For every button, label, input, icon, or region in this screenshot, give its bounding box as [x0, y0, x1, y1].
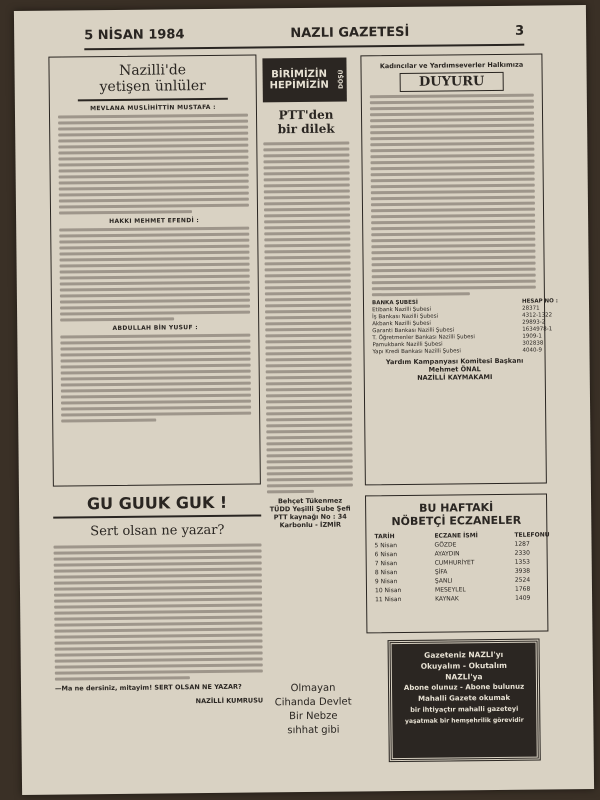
quote-line-4: sıhhat gibi — [287, 724, 340, 737]
pharmacy-name: MESEYLEL — [434, 586, 466, 594]
pharmacy-name: GÖZDE — [434, 541, 457, 549]
subscription-ad — [389, 640, 540, 762]
bank-no: 1634978-1 — [522, 326, 553, 333]
pharmacy-phone: 2524 — [514, 576, 531, 584]
pharmacy-title-1: BU HAFTAKİ — [418, 501, 494, 515]
divider — [78, 98, 228, 102]
table-row — [375, 568, 539, 577]
pharmacy-name: ŞİFA — [434, 568, 448, 576]
banner-line-1: BİRİMİZİN — [271, 68, 328, 81]
ptt-title-line2: bir dilek — [277, 121, 335, 137]
article-title-line1: Nazilli'de — [118, 62, 187, 79]
article-title — [57, 62, 247, 96]
pharmacy-phone: 1409 — [515, 594, 531, 602]
ptt-title — [263, 108, 349, 137]
article-famous-people — [48, 54, 260, 486]
pharmacy-name: AYAYDIN — [434, 550, 460, 558]
ptt-signature-3: PTT kaynağı No : 34 — [273, 512, 347, 522]
quote-line-2: Cihanda Devlet — [274, 696, 352, 709]
bank-name: T. Öğretmenler Bankası Nazilli Şubesi — [372, 334, 475, 342]
section-author-2: HAKKI MEHMET EFENDİ : — [109, 217, 200, 226]
pharmacy-name: ŞANLI — [434, 577, 453, 585]
duyuru-signature-1: Yardım Kampanyası Komitesi Başkanı — [385, 356, 524, 367]
pharmacy-phone: 2330 — [514, 549, 530, 557]
ptt-signature — [267, 496, 353, 529]
bank-header-left: BANKA ŞUBESİ — [371, 299, 418, 307]
ad-line-3: NAZLI'ya — [445, 672, 483, 682]
bank-no: 4040-9 — [522, 347, 543, 354]
bank-no: 29893-2 — [522, 319, 546, 326]
bank-list — [372, 305, 553, 356]
pharmacy-date: 7 Nisan — [374, 560, 398, 568]
pharmacy-phone: 1353 — [514, 558, 531, 566]
table-row — [375, 577, 539, 586]
ptt-body — [263, 142, 353, 494]
pharmacy-header — [374, 531, 550, 541]
ad-line-5: Mahalli Gazete okumak — [418, 693, 511, 703]
bank-name: Etibank Nazilli Şubesi — [372, 306, 432, 314]
ad-line-7: yaşatmak bir hemşehrilik görevidir — [404, 716, 524, 725]
pharmacy-phone: 1768 — [514, 585, 531, 593]
duyuru-body — [370, 94, 536, 297]
bank-name: Akbank Nazilli Şubesi — [372, 320, 431, 328]
quote-line-3: Bir Nebze — [289, 710, 338, 723]
pharmacy-date: 5 Nisan — [374, 542, 398, 550]
pharmacy-header-phone: TELEFONU — [514, 531, 550, 539]
guk-subtitle: Sert olsan ne yazar? — [90, 522, 225, 540]
article-body-2 — [59, 227, 250, 322]
duyuru-org: Kadıncılar ve Yardımseverler Halkımıza — [379, 60, 524, 71]
pharmacy-phone: 3938 — [514, 567, 531, 575]
table-row — [374, 541, 538, 550]
bank-row — [372, 347, 543, 356]
quote-line-1: Olmayan — [290, 682, 336, 695]
guk-title: GU GUUK GUK ! — [53, 492, 261, 518]
bank-name: Garanti Bankası Nazilli Şubesi — [372, 327, 455, 335]
banner-birimizin — [262, 58, 346, 103]
guk-byline: NAZİLLİ KUMRUSU — [195, 696, 264, 706]
article-title-line2: yetişen ünlüler — [99, 78, 206, 96]
banner-line-2: HEPİMİZİN — [269, 79, 329, 92]
guk-body — [54, 543, 263, 680]
issue-date: 5 NİSAN 1984 — [84, 26, 185, 43]
table-row — [375, 559, 539, 568]
pharmacy-header-date: TARİH — [374, 533, 395, 541]
ptt-title-line1: PTT'den — [278, 107, 334, 123]
bank-no: 4312-1322 — [522, 312, 553, 319]
pharmacy-title — [374, 501, 538, 529]
ad-line-1: Gazeteniz NAZLI'yı — [424, 649, 504, 660]
ad-line-6: bir ihtiyaçtır mahalli gazeteyi — [410, 704, 519, 714]
section-author-1: MEVLANA MUSLİHİTTİN MUSTAFA : — [90, 103, 216, 113]
newspaper-name: NAZLI GAZETESİ — [290, 24, 410, 41]
bank-no: 302838 — [522, 340, 544, 347]
pharmacy-header-name: ECZANE İSMİ — [434, 532, 478, 540]
pharmacy-box — [365, 493, 548, 633]
ad-line-2: Okuyalım - Okutalım — [420, 660, 507, 671]
pharmacy-name: KAYNAK — [435, 595, 459, 603]
banner-side: DÖŞÜ — [337, 69, 345, 90]
table-row — [375, 586, 539, 595]
article-ptt — [263, 108, 355, 669]
page-number: 3 — [515, 23, 525, 39]
duyuru-signature-3: NAZİLLİ KAYMAKAMI — [417, 373, 493, 382]
duyuru-signature-2: Mehmet ÖNAL — [428, 365, 481, 374]
announcement-duyuru — [360, 53, 558, 485]
pharmacy-date: 9 Nisan — [374, 578, 398, 586]
article-body-3 — [60, 334, 251, 423]
ad-line-4: Abone olunuz - Abone bulunuz — [403, 682, 525, 692]
pharmacy-date: 10 Nisan — [374, 586, 402, 595]
page-header — [84, 18, 524, 51]
pharmacy-date: 6 Nisan — [374, 551, 398, 559]
ptt-signature-2: TÜDD Yeşilli Şube Şefi — [269, 504, 351, 514]
table-row — [375, 550, 539, 559]
article-gu-guuk-guk — [53, 492, 264, 762]
newspaper-page — [14, 5, 594, 795]
ptt-signature-1: Behçet Tükenmez — [277, 496, 343, 506]
bank-header-right: HESAP NO : — [521, 298, 558, 305]
duyuru-title: DUYURU — [400, 72, 504, 92]
article-body-1 — [58, 114, 249, 215]
pharmacy-list — [374, 541, 539, 604]
pharmacy-date: 8 Nisan — [374, 569, 398, 577]
bank-no: 1909-1 — [522, 333, 542, 340]
pharmacy-date: 11 Nisan — [375, 595, 402, 604]
guk-closing: —Ma ne dersiniz, mitayim! SERT OLSAN NE YAZAR? — [54, 682, 242, 693]
pharmacy-phone: 1287 — [514, 540, 530, 548]
pharmacy-title-2: NÖBETÇİ ECZANELER — [391, 513, 522, 529]
bank-no: 28371 — [522, 305, 540, 312]
bank-name: Yapı Kredi Bankası Nazilli Şubesi — [372, 348, 461, 356]
pharmacy-name: CUMHURİYET — [434, 559, 475, 567]
bank-name: İş Bankası Nazilli Şubesi — [372, 313, 439, 321]
bank-name: Pamukbank Nazilli Şubesi — [372, 341, 443, 349]
quote-box — [271, 675, 356, 764]
table-row — [375, 595, 539, 604]
ptt-signature-4: Karbonlu - İZMİR — [279, 520, 342, 530]
section-author-3: ABDULLAH BİN YUSUF : — [112, 324, 198, 333]
duyuru-signature — [373, 357, 537, 383]
